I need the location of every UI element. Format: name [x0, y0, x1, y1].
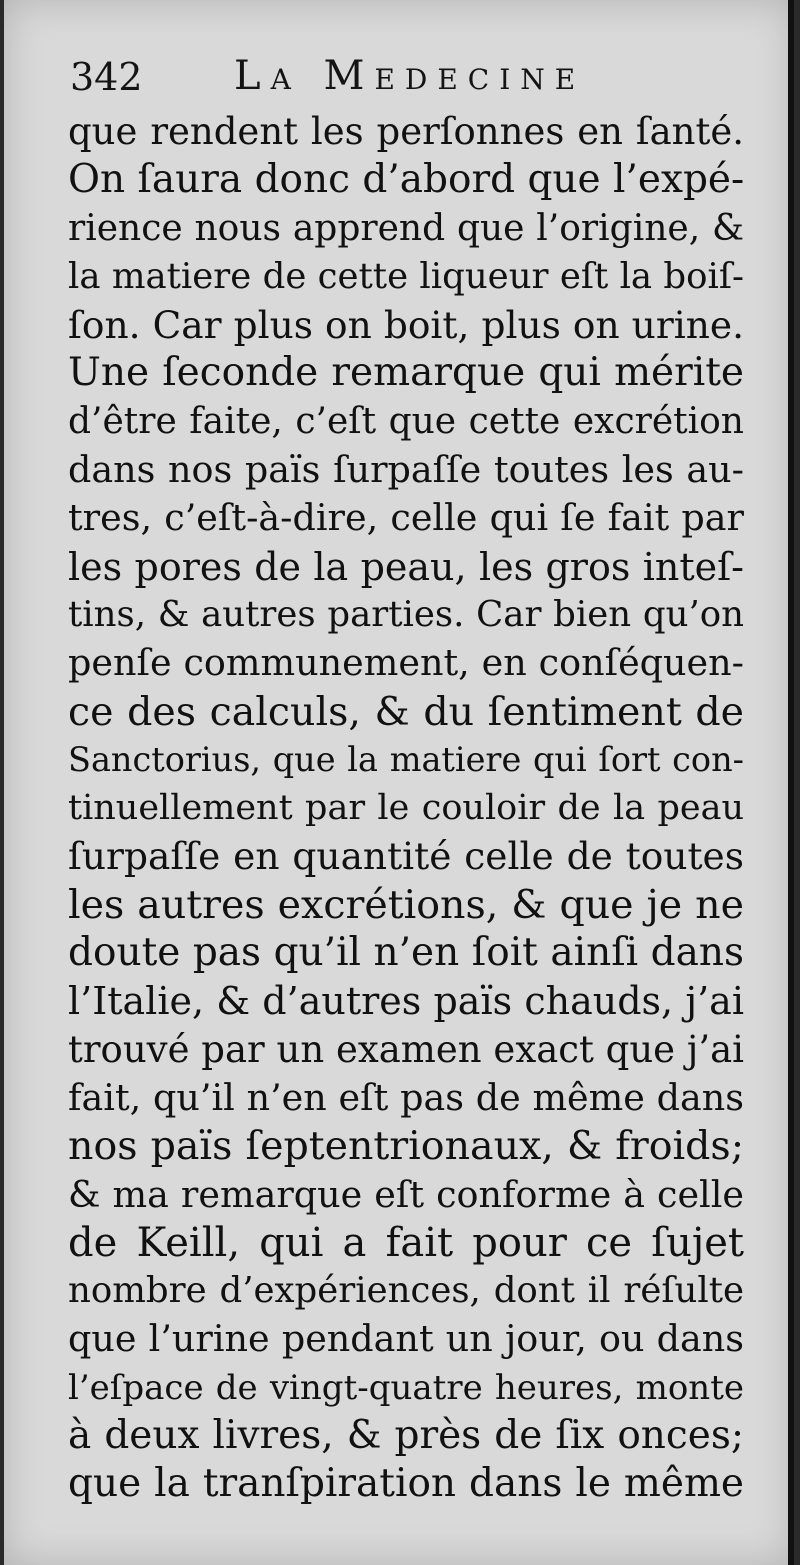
- text-line: d’être faite, c’eſt que cette excrétion: [68, 400, 744, 442]
- page-edge-shadow: [788, 0, 794, 1565]
- text-line: nos païs ſeptentrionaux, & froids;: [68, 1123, 744, 1170]
- text-line: Sanctorius, que la matiere qui ſort con-: [68, 739, 744, 779]
- page-header: [70, 52, 760, 112]
- text-line: penſe communement, en conſéquen-: [68, 641, 744, 685]
- text-line: les pores de la peau, les gros inteſ-: [68, 544, 744, 589]
- text-line: l’Italie, & d’autres païs chauds, j’ai: [68, 979, 744, 1024]
- text-line: & ma remarque eſt conforme à celle: [68, 1172, 744, 1216]
- page-number: 342: [70, 55, 143, 99]
- text-line: nombre d’expériences, dont il réſulte: [68, 1270, 744, 1312]
- text-line: tinuellement par le couloir de la peau: [68, 788, 744, 829]
- text-line: à deux livres, & près de ſix onces;: [68, 1413, 744, 1459]
- text-line: la matiere de cette liqueur eſt la boiſ-: [68, 255, 744, 297]
- text-line: tres, c’eſt-à-dire, celle qui ſe fait par: [68, 496, 744, 540]
- text-line: ce des calculs, & du ſentiment de: [68, 688, 744, 735]
- text-line: de Keill, qui a fait pour ce ſujet: [68, 1219, 744, 1266]
- text-line: rience nous apprend que l’origine, &: [68, 207, 744, 249]
- text-line: que rendent les perſonnes en ſanté.: [68, 110, 744, 153]
- text-line: dans nos païs ſurpaſſe toutes les au-: [68, 448, 744, 492]
- text-line: ſurpaſſe en quantité celle de toutes: [68, 834, 744, 879]
- text-line: l’eſpace de vingt-quatre heures, monte: [68, 1367, 744, 1408]
- book-page: [4, 0, 794, 1565]
- text-line: On ſaura donc d’abord que l’expé-: [68, 157, 744, 203]
- text-line: tins, & autres parties. Car bien qu’on: [68, 593, 744, 635]
- text-line: les autres excrétions, & que je ne: [68, 881, 744, 928]
- text-line: que la tranſpiration dans le même: [68, 1461, 744, 1507]
- text-line: doute pas qu’il n’en ſoit ainſi dans: [68, 930, 744, 976]
- text-line: fait, qu’il n’en eſt pas de même dans: [68, 1075, 744, 1119]
- running-title: La Medecine: [234, 53, 586, 99]
- text-line: que l’urine pendant un jour, ou dans: [68, 1317, 744, 1361]
- text-line: trouvé par un examen exact que j’ai: [68, 1027, 744, 1071]
- body-text: [68, 108, 744, 1509]
- text-line: ſon. Car plus on boit, plus on urine.: [68, 303, 744, 348]
- text-line: Une ſeconde remarque qui mérite: [68, 350, 744, 396]
